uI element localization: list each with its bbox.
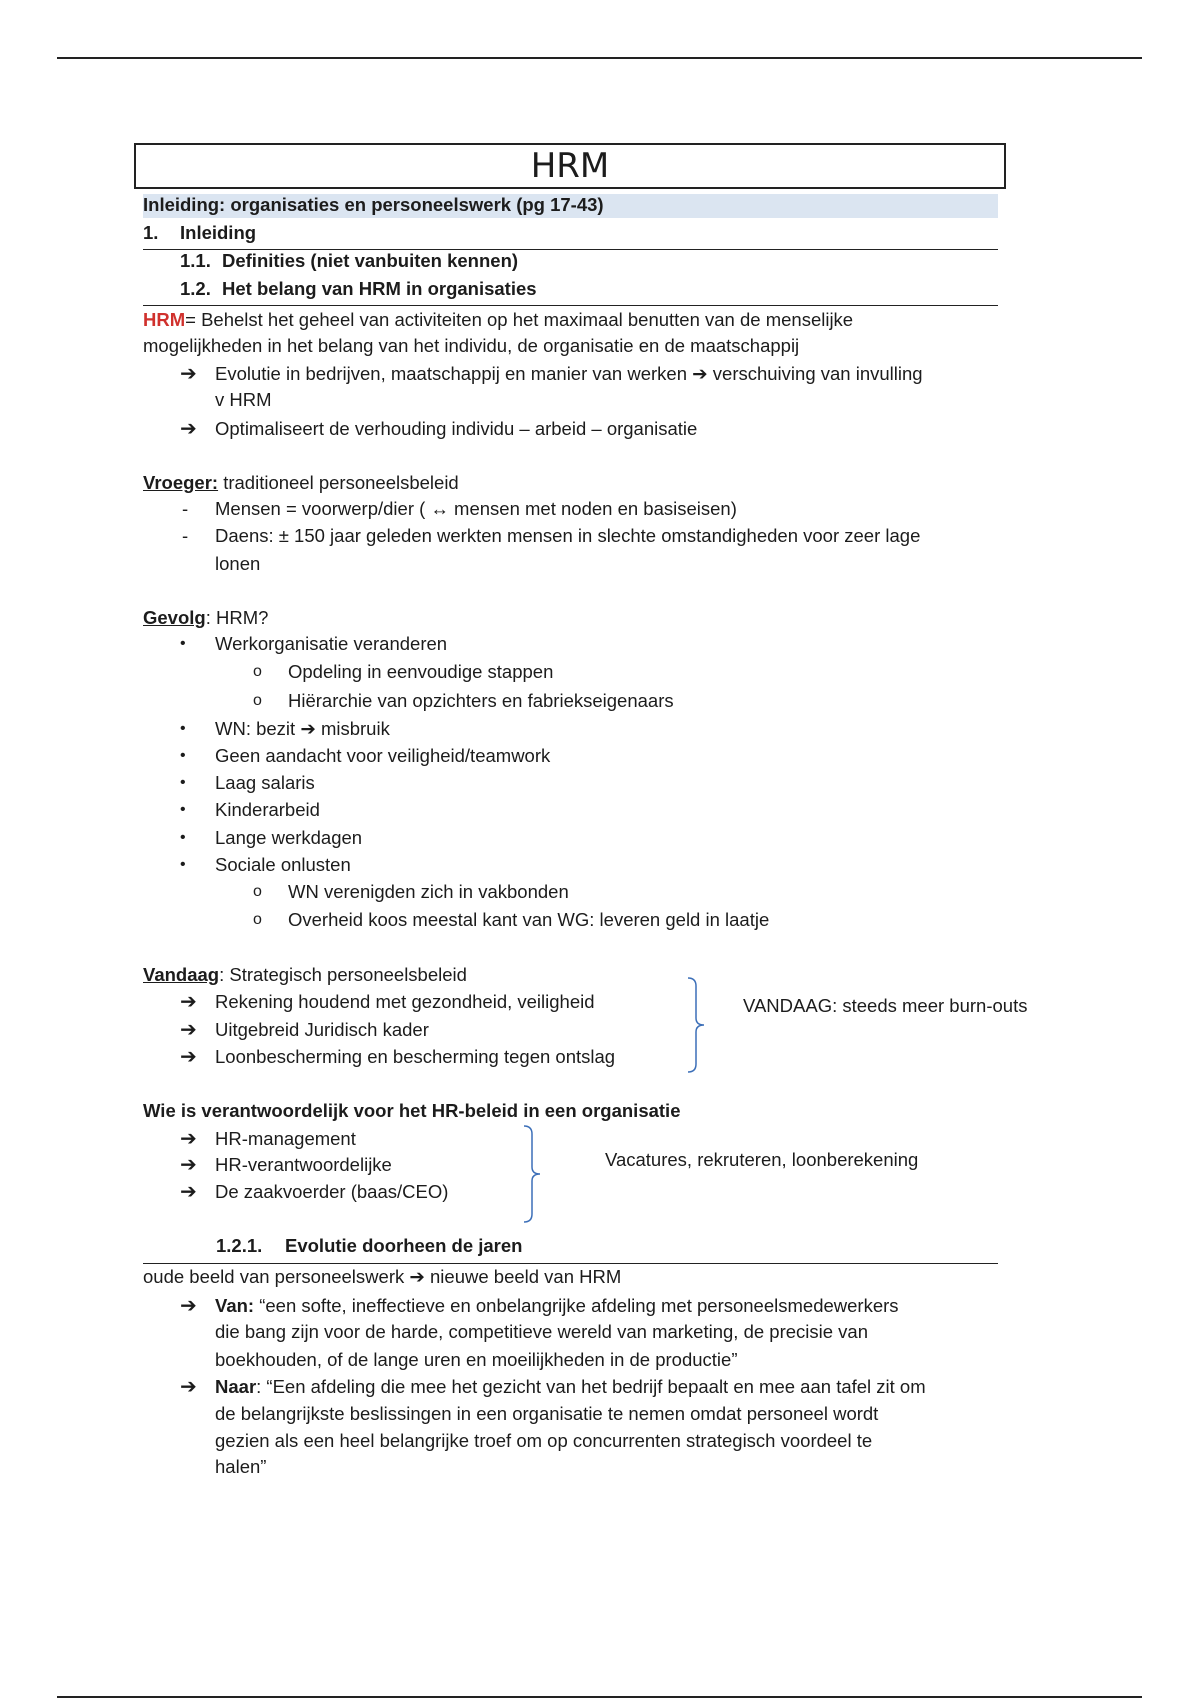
vroeger-dash-1: Mensen = voorwerp/dier ( ↔ mensen met noden en basiseisen) <box>215 498 737 519</box>
arrow-icon: ➔ <box>180 418 197 440</box>
definition-line-2: mogelijkheden in het belang van het individu, de organisatie en de maatschappij <box>143 335 800 356</box>
arrow-icon: ➔ <box>180 1376 197 1398</box>
bullet-icon: • <box>180 720 186 737</box>
gevolg-sub-4: Overheid koos meestal kant van WG: leveren geld in laatje <box>288 909 770 930</box>
dash-icon: - <box>182 525 189 546</box>
gevolg-sub-1: Opdeling in eenvoudige stappen <box>288 661 554 682</box>
gevolg-bullet-5: Kinderarbeid <box>215 799 320 820</box>
arrow-icon: ➔ <box>180 991 197 1013</box>
heading-1-2-number: 1.2. <box>180 278 211 299</box>
section-heading: Inleiding: organisaties en personeelswerk (pg 17-43) <box>143 194 604 215</box>
definition-point-1-line-1: Evolutie in bedrijven, maatschappij en manier van werken ➔ verschuiving van invulling <box>215 363 923 384</box>
definition-point-2: Optimaliseert de verhouding individu – arbeid – organisatie <box>215 418 698 439</box>
circle-bullet-icon: o <box>253 692 262 709</box>
arrow-icon: ➔ <box>180 1019 197 1041</box>
gevolg-sub-2: Hiërarchie van opzichters en fabriekseigenaars <box>288 690 674 711</box>
heading-1-2-rule <box>143 305 998 306</box>
bullet-icon: • <box>180 801 186 818</box>
arrow-icon: ➔ <box>180 1181 197 1203</box>
wie-point-2: HR-verantwoordelijke <box>215 1154 392 1175</box>
vandaag-point-2: Uitgebreid Juridisch kader <box>215 1019 429 1040</box>
heading-1-2-1-number: 1.2.1. <box>216 1235 263 1256</box>
bullet-icon: • <box>180 747 186 764</box>
vandaag-line <box>143 963 467 987</box>
bullet-icon: • <box>180 635 186 652</box>
circle-bullet-icon: o <box>253 883 262 900</box>
footer-rule <box>57 1696 1142 1698</box>
vandaag-point-3: Loonbescherming en bescherming tegen ontslag <box>215 1046 616 1067</box>
dash-icon: - <box>182 498 189 519</box>
heading-1-1-text: Definities (niet vanbuiten kennen) <box>222 250 519 271</box>
gevolg-bullet-1: Werkorganisatie veranderen <box>215 633 448 654</box>
gevolg-bullet-2: WN: bezit ➔ misbruik <box>215 718 390 739</box>
definition-text-1: = Behelst het geheel van activiteiten op het maximaal benutten van de menselijke <box>185 309 854 330</box>
vroeger-dash-2-line-1: Daens: ± 150 jaar geleden werkten mensen in slechte omstandigheden voor zeer lage <box>215 525 921 546</box>
gevolg-sub-3: WN verenigden zich in vakbonden <box>288 881 569 902</box>
bullet-icon: • <box>180 774 186 791</box>
gevolg-bullet-4: Laag salaris <box>215 772 315 793</box>
naar-line-1 <box>215 1375 926 1399</box>
van-line-1 <box>215 1294 899 1318</box>
vandaag-note: VANDAAG: steeds meer burn-outs <box>743 995 1028 1016</box>
heading-1-1-number: 1.1. <box>180 250 211 271</box>
right-brace-icon <box>684 976 708 1074</box>
definition-line-1 <box>143 308 853 332</box>
heading-1-2-1-text: Evolutie doorheen de jaren <box>285 1235 523 1256</box>
arrow-icon: ➔ <box>180 363 197 385</box>
gevolg-bullet-3: Geen aandacht voor veiligheid/teamwork <box>215 745 551 766</box>
circle-bullet-icon: o <box>253 911 262 928</box>
gevolg-line <box>143 606 268 630</box>
arrow-icon: ➔ <box>180 1046 197 1068</box>
heading-1-text: Inleiding <box>180 222 257 243</box>
arrow-icon: ➔ <box>180 1128 197 1150</box>
vroeger-dash-2-line-2: lonen <box>215 553 261 574</box>
naar-line-3: gezien als een heel belangrijke troef om op concurrenten strategisch voordeel te <box>215 1430 873 1451</box>
wie-note: Vacatures, rekruteren, loonberekening <box>605 1149 919 1170</box>
naar-line-4: halen” <box>215 1456 267 1477</box>
wie-heading: Wie is verantwoordelijk voor het HR-beleid in een organisatie <box>143 1100 681 1121</box>
naar-label: Naar <box>215 1376 257 1397</box>
vroeger-label: Vroeger: <box>143 472 219 493</box>
arrow-icon: ➔ <box>180 1295 197 1317</box>
van-text-1: “een softe, ineffectieve en onbelangrijke afdeling met personeelsmedewerkers <box>254 1295 899 1316</box>
gevolg-bullet-7: Sociale onlusten <box>215 854 351 875</box>
van-line-2: die bang zijn voor de harde, competitieve wereld van marketing, de precisie van <box>215 1321 869 1342</box>
vroeger-text: traditioneel personeelsbeleid <box>218 472 459 493</box>
vandaag-label: Vandaag <box>143 964 220 985</box>
heading-1-2-text: Het belang van HRM in organisaties <box>222 278 537 299</box>
naar-line-2: de belangrijkste beslissingen in een organisatie te nemen omdat personeel wordt <box>215 1403 879 1424</box>
right-brace-icon <box>520 1124 544 1224</box>
gevolg-text: : HRM? <box>205 607 269 628</box>
circle-bullet-icon: o <box>253 663 262 680</box>
vandaag-text: : Strategisch personeelsbeleid <box>219 964 467 985</box>
vroeger-line <box>143 471 459 495</box>
definition-point-1-line-2: v HRM <box>215 389 272 410</box>
wie-point-1: HR-management <box>215 1128 356 1149</box>
vandaag-point-1: Rekening houdend met gezondheid, veiligheid <box>215 991 595 1012</box>
gevolg-bullet-6: Lange werkdagen <box>215 827 363 848</box>
bullet-icon: • <box>180 829 186 846</box>
definition-term: HRM <box>143 309 186 330</box>
document-title: HRM <box>134 143 1006 189</box>
heading-1-2-1-rule <box>143 1263 998 1264</box>
heading-1-number: 1. <box>143 222 159 243</box>
wie-point-3: De zaakvoerder (baas/CEO) <box>215 1181 449 1202</box>
van-line-3: boekhouden, of de lange uren en moeilijkheden in de productie” <box>215 1349 738 1370</box>
gevolg-label: Gevolg <box>143 607 206 628</box>
bullet-icon: • <box>180 856 186 873</box>
arrow-icon: ➔ <box>180 1154 197 1176</box>
van-label: Van: <box>215 1295 255 1316</box>
evolutie-intro: oude beeld van personeelswerk ➔ nieuwe beeld van HRM <box>143 1266 622 1287</box>
naar-text-1: : “Een afdeling die mee het gezicht van het bedrijf bepaalt en mee aan tafel zit om <box>256 1376 926 1397</box>
